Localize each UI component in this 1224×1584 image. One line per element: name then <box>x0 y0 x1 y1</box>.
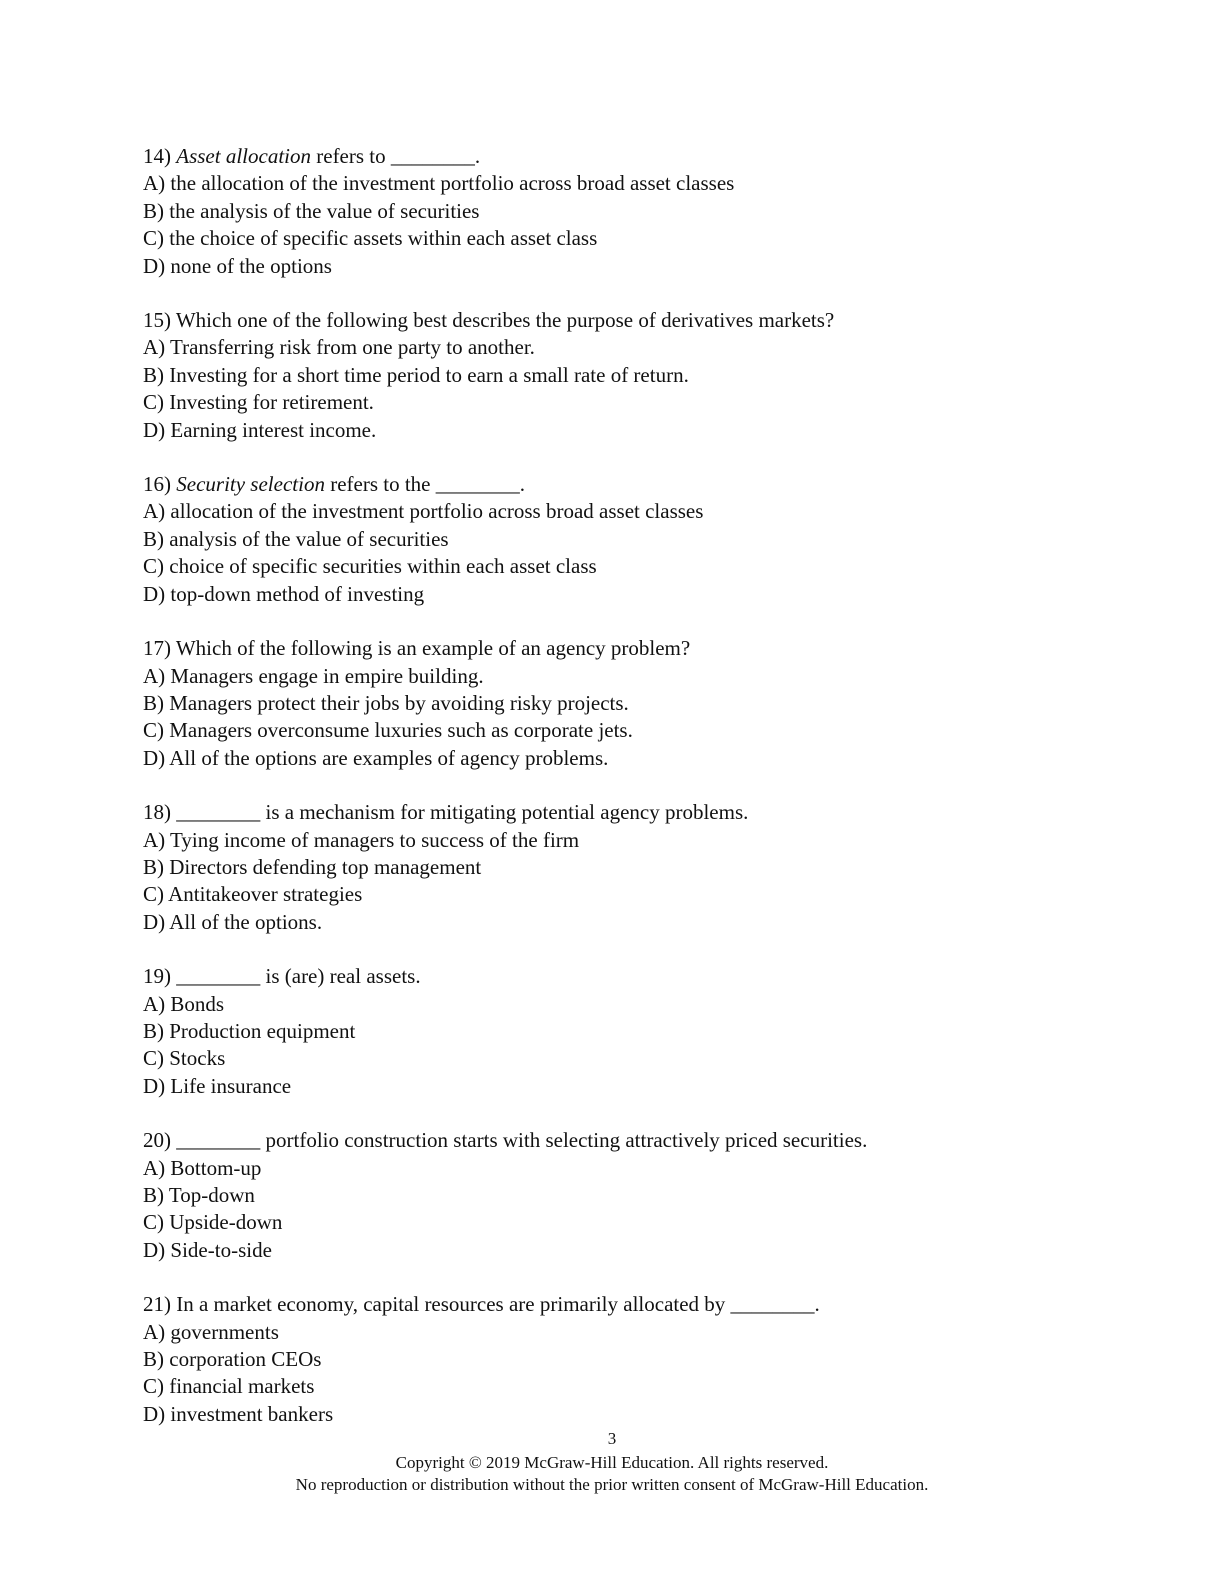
answer-option: C) Stocks <box>143 1046 226 1071</box>
question-number-text: 14) <box>143 144 177 168</box>
answer-option: A) Bonds <box>143 991 225 1016</box>
question-stem: 18) ________ is a mechanism for mitigating potential agency problems. <box>143 800 749 825</box>
answer-option: D) Life insurance <box>143 1073 292 1098</box>
question-list <box>143 143 1143 1455</box>
answer-option: C) Investing for retirement. <box>143 390 374 415</box>
question-stem <box>143 143 1143 170</box>
answer-option: D) All of the options are examples of agency problems. <box>143 745 609 770</box>
answer-option: D) Earning interest income. <box>143 417 377 442</box>
answer-option: A) Transferring risk from one party to another. <box>143 335 535 360</box>
answer-option: D) none of the options <box>143 253 332 278</box>
answer-option: A) allocation of the investment portfolio across broad asset classes <box>143 499 704 524</box>
answer-option: B) the analysis of the value of securities <box>143 198 480 223</box>
answer-option: C) Managers overconsume luxuries such as corporate jets. <box>143 718 633 743</box>
question-20 <box>143 1127 1143 1264</box>
question-stem: 15) Which one of the following best describes the purpose of derivatives markets? <box>143 308 835 333</box>
reproduction-notice: No reproduction or distribution without the prior written consent of McGraw-Hill Education. <box>295 1475 929 1494</box>
answer-option: B) Investing for a short time period to earn a small rate of return. <box>143 362 689 387</box>
answer-option: A) the allocation of the investment portfolio across broad asset classes <box>143 171 735 196</box>
question-19 <box>143 963 1143 1100</box>
answer-option: B) corporation CEOs <box>143 1347 322 1372</box>
answer-option: B) Directors defending top management <box>143 854 482 879</box>
question-term: Security selection <box>176 472 325 497</box>
question-14 <box>143 143 1143 280</box>
answer-option: C) the choice of specific assets within each asset class <box>143 226 598 251</box>
question-stem: 17) Which of the following is an example of an agency problem? <box>143 636 691 661</box>
question-stem <box>143 471 1143 498</box>
answer-option: A) Managers engage in empire building. <box>143 663 484 688</box>
answer-option: A) Tying income of managers to success of the firm <box>143 827 580 852</box>
page-number: 3 <box>607 1429 617 1448</box>
answer-option: A) Bottom-up <box>143 1155 262 1180</box>
question-21 <box>143 1291 1143 1428</box>
question-stem: 20) ________ portfolio construction starts with selecting attractively priced securities. <box>143 1128 868 1153</box>
answer-option: B) Managers protect their jobs by avoiding risky projects. <box>143 690 629 715</box>
answer-option: D) Side-to-side <box>143 1237 272 1262</box>
question-16 <box>143 471 1143 608</box>
answer-option: D) top-down method of investing <box>143 581 425 606</box>
question-15 <box>143 307 1143 444</box>
question-18 <box>143 799 1143 936</box>
question-text: refers to the ________. <box>324 472 525 497</box>
question-text: refers to ________. <box>311 144 481 168</box>
copyright-notice: Copyright © 2019 McGraw-Hill Education. All rights reserved. <box>395 1453 829 1472</box>
answer-option: C) financial markets <box>143 1374 315 1399</box>
answer-option: B) analysis of the value of securities <box>143 526 449 551</box>
answer-option: C) Upside-down <box>143 1210 283 1235</box>
answer-option: C) Antitakeover strategies <box>143 882 363 907</box>
answer-option: D) All of the options. <box>143 909 323 934</box>
answer-option: A) governments <box>143 1319 279 1344</box>
answer-option: B) Top-down <box>143 1183 255 1207</box>
question-17 <box>143 635 1143 772</box>
question-number-text: 16) <box>143 472 177 497</box>
question-term: Asset allocation <box>176 144 311 168</box>
answer-option: D) investment bankers <box>143 1401 334 1426</box>
question-stem: 21) In a market economy, capital resources are primarily allocated by ________. <box>143 1292 820 1317</box>
answer-option: B) Production equipment <box>143 1018 356 1043</box>
answer-option: C) choice of specific securities within each asset class <box>143 554 597 579</box>
question-stem: 19) ________ is (are) real assets. <box>143 964 421 989</box>
